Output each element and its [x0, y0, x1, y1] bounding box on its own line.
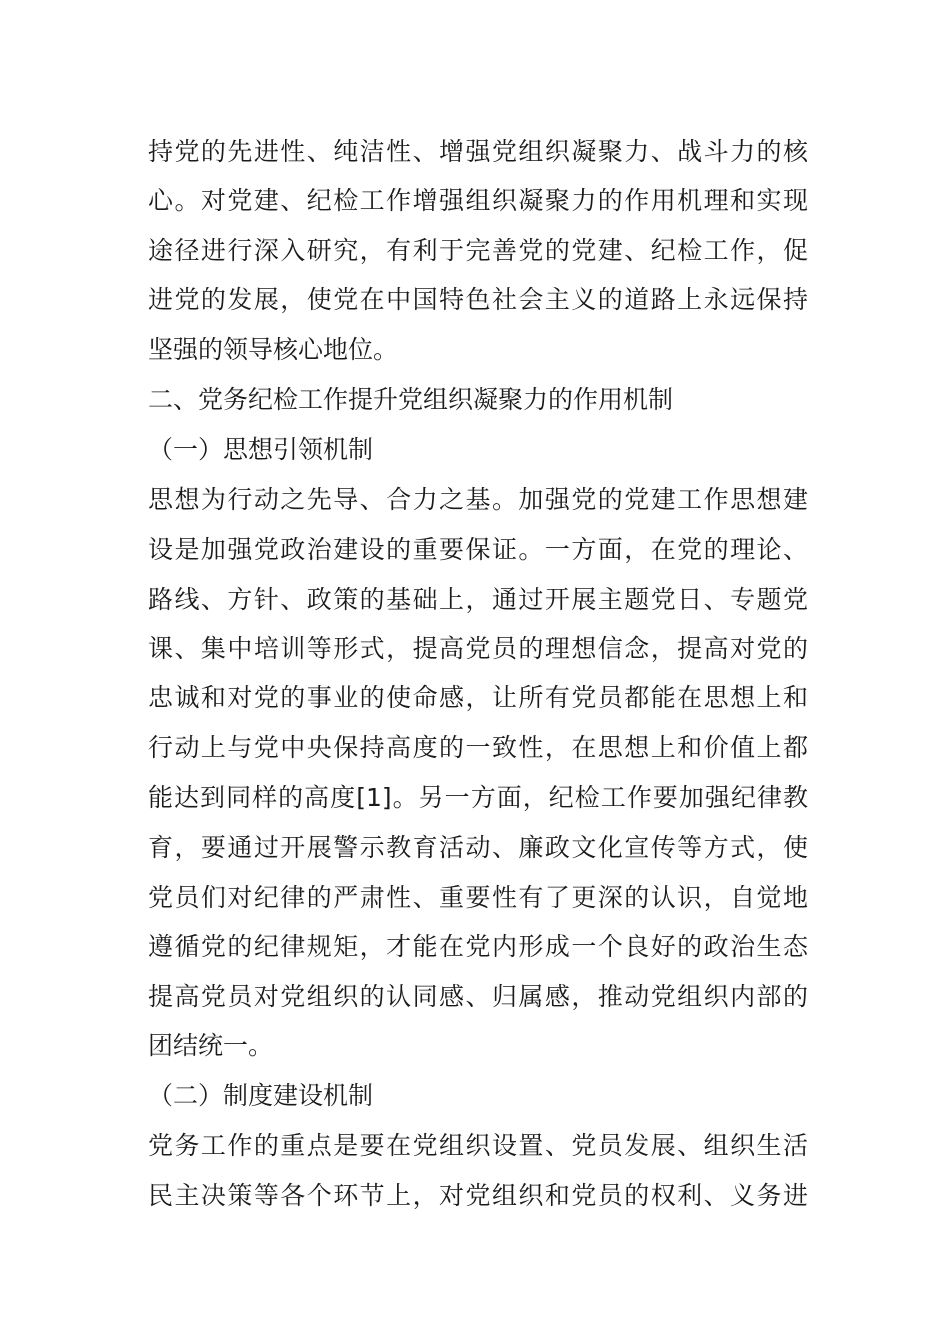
paragraph-line: 思想为行动之先导、合力之基。加强党的党建工作思想建	[148, 485, 808, 514]
paragraph-line: 提高党员对党组织的认同感、归属感，推动党组织内部的	[148, 982, 808, 1011]
subsection-heading: （一）思想引领机制	[148, 435, 374, 464]
subsection-heading: （二）制度建设机制	[148, 1081, 374, 1110]
paragraph-line: 心。对党建、纪检工作增强组织凝聚力的作用机理和实现	[148, 186, 808, 215]
paragraph-line: 路线、方针、政策的基础上，通过开展主题党日、专题党	[148, 585, 808, 614]
paragraph-line: 行动上与党中央保持高度的一致性，在思想上和价值上都	[148, 733, 808, 762]
paragraph-line: 途径进行深入研究，有利于完善党的党建、纪检工作，促	[148, 236, 808, 265]
paragraph-line: 能达到同样的高度[1]。另一方面，纪检工作要加强纪律教	[148, 783, 808, 812]
paragraph-line: 进党的发展，使党在中国特色社会主义的道路上永远保持	[148, 285, 808, 314]
paragraph-line: 团结统一。	[148, 1031, 274, 1060]
paragraph-line: 课、集中培训等形式，提高党员的理想信念，提高对党的	[148, 634, 808, 663]
section-heading: 二、党务纪检工作提升党组织凝聚力的作用机制	[148, 385, 674, 414]
paragraph-line: 坚强的领导核心地位。	[148, 335, 399, 364]
paragraph-line: 设是加强党政治建设的重要保证。一方面，在党的理论、	[148, 535, 808, 564]
paragraph-line: 持党的先进性、纯洁性、增强党组织凝聚力、战斗力的核	[148, 137, 808, 166]
paragraph-line: 党务工作的重点是要在党组织设置、党员发展、组织生活	[148, 1131, 808, 1160]
paragraph-line: 育，要通过开展警示教育活动、廉政文化宣传等方式，使	[148, 833, 808, 862]
paragraph-line: 遵循党的纪律规矩，才能在党内形成一个良好的政治生态	[148, 932, 808, 961]
paragraph-line: 党员们对纪律的严肃性、重要性有了更深的认识，自觉地	[148, 883, 808, 912]
paragraph-line: 忠诚和对党的事业的使命感，让所有党员都能在思想上和	[148, 683, 808, 712]
paragraph-line: 民主决策等各个环节上，对党组织和党员的权利、义务进	[148, 1181, 808, 1210]
